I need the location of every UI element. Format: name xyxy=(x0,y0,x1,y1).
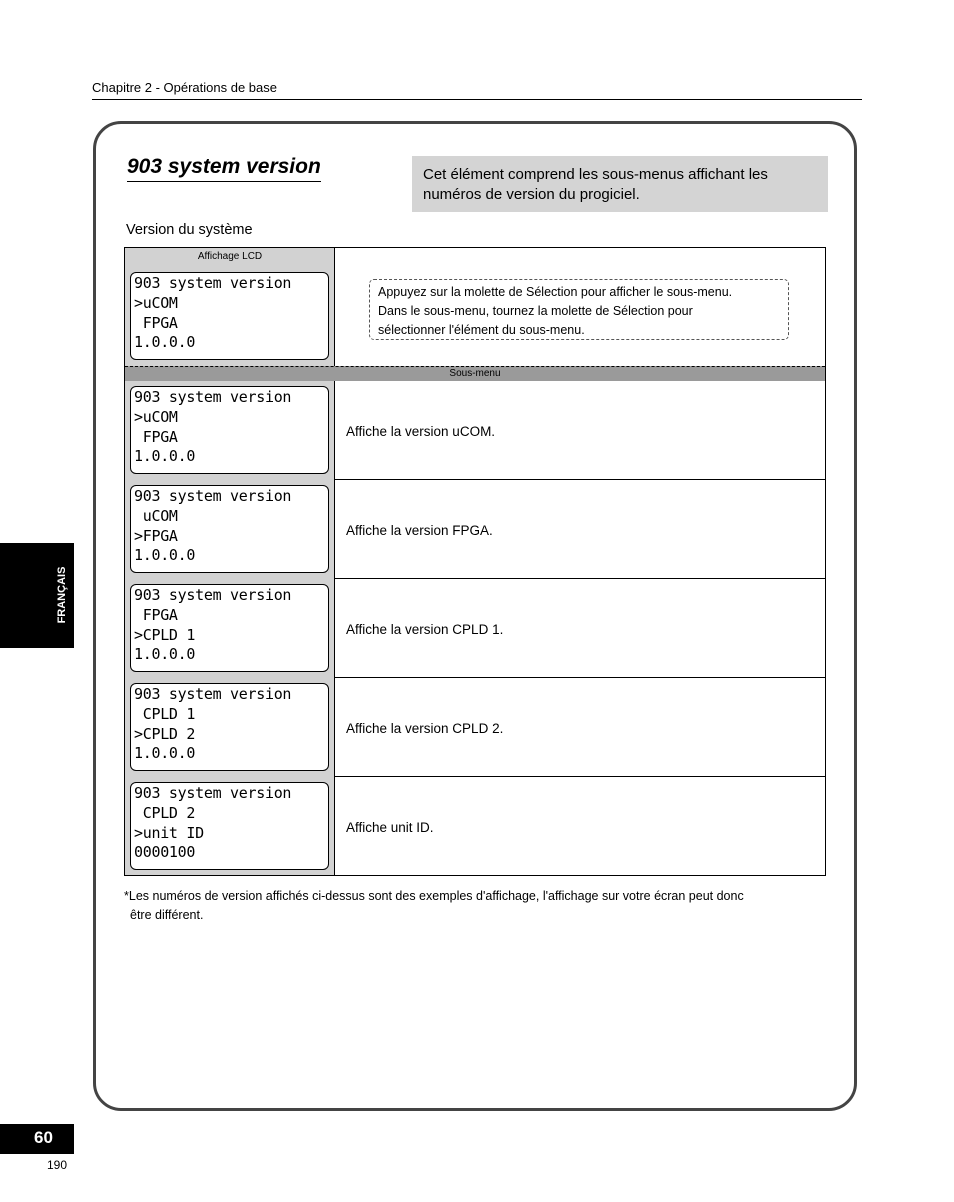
row-description: Affiche la version CPLD 1. xyxy=(346,622,504,637)
language-tab-label: FRANÇAIS xyxy=(56,566,68,624)
lcd-table xyxy=(124,247,826,876)
lcd-line: 1.0.0.0 xyxy=(134,546,196,565)
lcd-line: 903 system version xyxy=(134,586,292,604)
lcd-line: 903 system version xyxy=(134,274,292,292)
page-number: 60 xyxy=(0,1124,74,1154)
table-row xyxy=(335,381,825,480)
hint-line: sélectionner l'élément du sous-menu. xyxy=(378,323,585,337)
lcd-display-cpld2 xyxy=(130,683,329,771)
lcd-display-fpga xyxy=(130,485,329,573)
section-title: 903 system version xyxy=(127,155,321,182)
lcd-line: >FPGA xyxy=(134,526,178,545)
footnote-line: être différent. xyxy=(130,908,204,922)
table-row xyxy=(335,579,825,678)
lcd-line: 0000100 xyxy=(134,843,196,862)
lcd-line: >uCOM xyxy=(134,407,178,426)
hint-line: Dans le sous-menu, tournez la molette de Sélection pour xyxy=(378,304,693,318)
lcd-line: 903 system version xyxy=(134,685,292,703)
hint-box xyxy=(369,279,789,340)
lcd-line: FPGA xyxy=(134,313,178,332)
intro-box: Cet élément comprend les sous-menus affichant les numéros de version du progiciel. xyxy=(412,156,828,212)
lcd-line: uCOM xyxy=(134,506,178,525)
secondary-page-number: 190 xyxy=(47,1158,68,1172)
lcd-display-cpld1 xyxy=(130,584,329,672)
submenu-divider: Sous-menu xyxy=(125,366,825,381)
lcd-line: >unit ID xyxy=(134,823,204,842)
footnote-line: *Les numéros de version affichés ci-dessus sont des exemples d'affichage, l'affichage sur votre écran peut donc xyxy=(124,889,744,903)
lcd-display-unit-id xyxy=(130,782,329,870)
lcd-line: 903 system version xyxy=(134,784,292,802)
lcd-line: FPGA xyxy=(134,427,178,446)
lcd-line: >uCOM xyxy=(134,293,178,312)
lcd-display-main xyxy=(130,272,329,360)
version-subtitle: Version du système xyxy=(126,222,253,238)
header-rule xyxy=(92,99,862,100)
row-description: Affiche la version uCOM. xyxy=(346,424,496,439)
lcd-line: 903 system version xyxy=(134,388,292,406)
lcd-line: CPLD 2 xyxy=(134,803,196,822)
lcd-line: FPGA xyxy=(134,605,178,624)
row-description: Affiche unit ID. xyxy=(346,820,434,835)
row-description: Affiche la version CPLD 2. xyxy=(346,721,504,736)
table-row xyxy=(335,480,825,579)
lcd-line: 1.0.0.0 xyxy=(134,645,196,664)
footnote xyxy=(124,887,824,925)
lcd-line: >CPLD 1 xyxy=(134,625,196,644)
lcd-line: CPLD 1 xyxy=(134,704,196,723)
lcd-display-ucom xyxy=(130,386,329,474)
running-header: Chapitre 2 - Opérations de base xyxy=(92,80,277,95)
lcd-line: 1.0.0.0 xyxy=(134,447,196,466)
hint-line: Appuyez sur la molette de Sélection pour afficher le sous-menu. xyxy=(378,285,733,299)
lcd-column-header: Affichage LCD xyxy=(197,251,263,262)
lcd-line: 903 system version xyxy=(134,487,292,505)
lcd-column xyxy=(125,248,335,875)
table-row xyxy=(335,777,825,872)
lcd-line: >CPLD 2 xyxy=(134,724,196,743)
row-description: Affiche la version FPGA. xyxy=(346,523,493,538)
instruction-cell xyxy=(335,248,825,366)
table-row xyxy=(335,678,825,777)
lcd-line: 1.0.0.0 xyxy=(134,744,196,763)
lcd-line: 1.0.0.0 xyxy=(134,333,196,352)
